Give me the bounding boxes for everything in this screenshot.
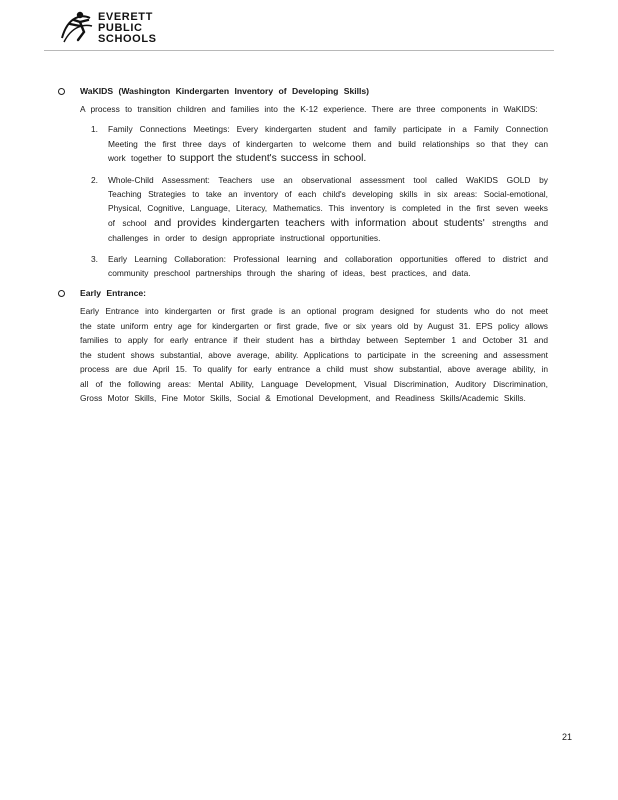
item-text: Family Connections Meetings: Every kindergarten student and family participate in a Family Connection Meeting the first three days of kindergarten to welcome them and build relationships so that they can work together [108, 124, 548, 164]
logo-line-1: EVERETT [98, 11, 153, 23]
logo-wordmark [98, 12, 157, 45]
component-list [58, 122, 548, 280]
section-body: Early Entrance into kindergarten or first grade is an optional program designed for students who do not meet the state uniform entry age for kindergarten or first grade, five or six years old by August 31. EPS policy allows families to apply for early entrance if their student has a birthday between September 1 and October 31 and the student shows substantial, above average, ability. Applications to participate in the screening and assessment process are due April 15. To qualify for early entrance a child must show substantial, above average ability, in all of the following areas: Mental Ability, Language Development, Visual Discrimination, Auditory Discrimination, Gross Motor Skills, Fine Motor Skills, Social & Emotional Development, and Readiness Skills/Academic Skills. [80, 306, 548, 403]
header-divider [44, 50, 554, 51]
hollow-bullet-icon [58, 88, 65, 95]
item-text: Whole-Child Assessment: Teachers use an observational assessment tool called WaKIDS GOLD by Teaching Strategies to take an inventory of each child's developing skills in six areas: Social-emotional, Physical, Cognitive, Language, Literacy, Mathematics. This inventory is completed in the first seven weeks of school [108, 174, 548, 228]
item-number: 3. [91, 253, 98, 264]
logo-line-2: PUBLIC [98, 22, 143, 34]
section-wakids [58, 86, 548, 280]
page-number: 21 [561, 732, 572, 742]
list-item [91, 173, 549, 246]
list-item [91, 122, 548, 166]
document-body [58, 86, 548, 413]
section-title: Early Entrance: [80, 288, 147, 299]
item-text-tail: strengths and challenges in order to design appropriate instructional opportunities. [108, 217, 549, 244]
item-text: Early Learning Collaboration: Professional learning and collaboration opportunities offered to district and community preschool partnerships through the sharing of ideas, best practices, and data. [108, 253, 548, 279]
item-text-mid: and provides kindergarten teachers with information about students' [154, 217, 485, 229]
page-header [44, 6, 584, 52]
section-intro: A process to transition children and families into the K-12 experience. There are three components in WaKIDS: [80, 104, 538, 114]
logo-line-3: SCHOOLS [98, 33, 157, 45]
item-text-tail: to support the student's success in school. [167, 153, 367, 165]
list-item [91, 252, 548, 281]
district-logo [56, 8, 176, 50]
section-title: WaKIDS (Washington Kindergarten Inventory of Developing Skills) [80, 86, 370, 96]
item-number: 1. [91, 124, 98, 135]
student-figure-icon [56, 8, 96, 48]
item-number: 2. [91, 174, 98, 185]
section-early-entrance [58, 288, 548, 405]
hollow-bullet-icon [58, 290, 65, 297]
